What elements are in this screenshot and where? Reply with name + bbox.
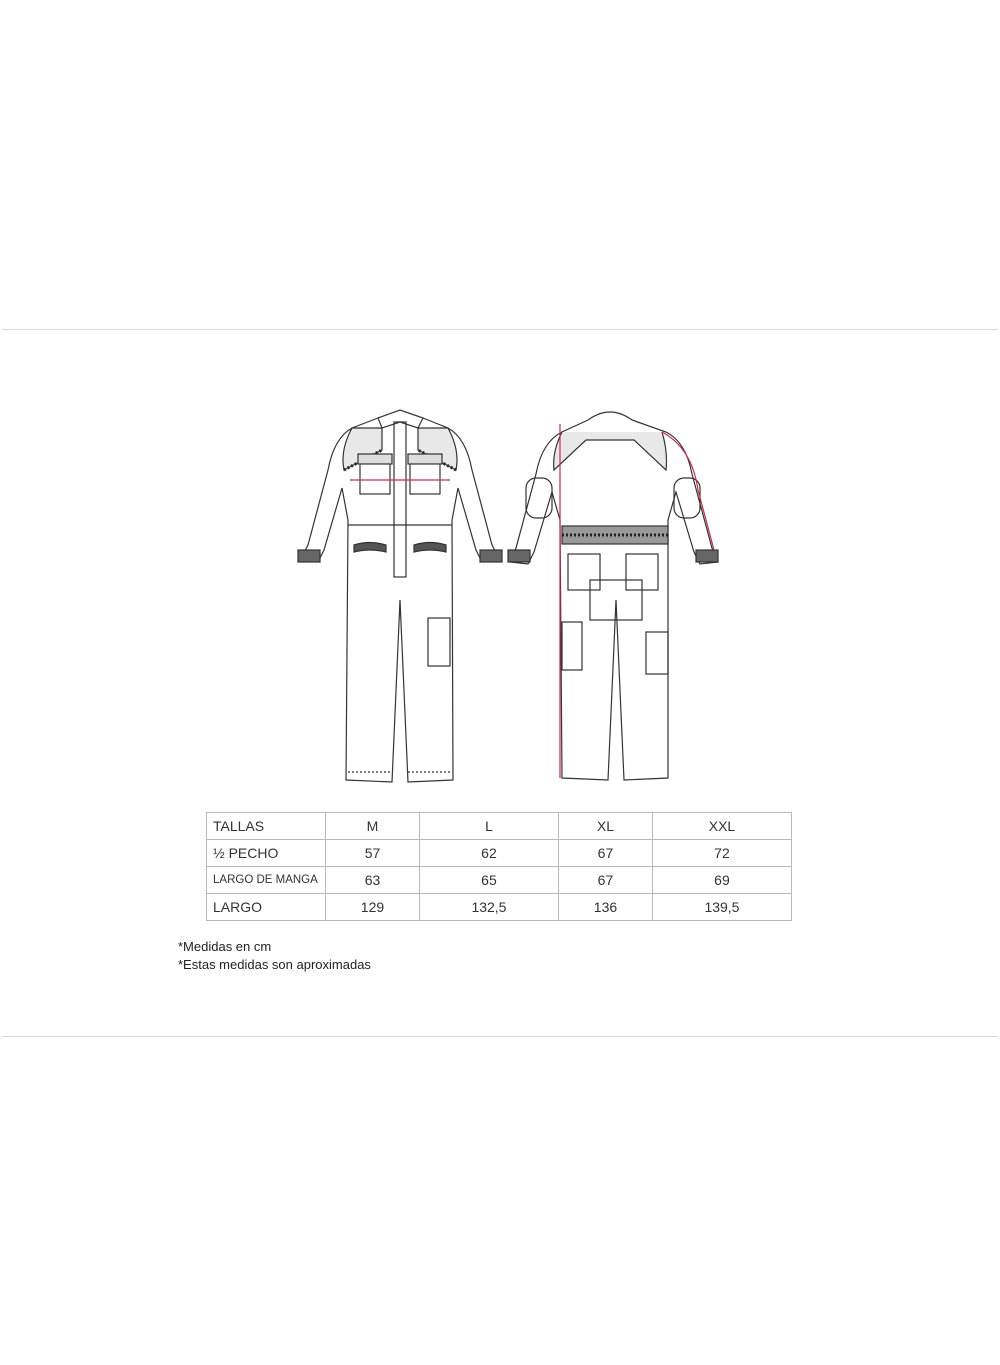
header-tallas: TALLAS (207, 813, 326, 840)
table-cell: 67 (558, 840, 652, 867)
table-cell: 72 (652, 840, 791, 867)
note-units: *Medidas en cm (178, 939, 272, 954)
row-label-sleeve-length: LARGO DE MANGA (207, 867, 326, 894)
footnotes (178, 938, 371, 974)
row-label-length: LARGO (207, 894, 326, 921)
table-cell: 136 (558, 894, 652, 921)
row-label-half-chest: ½ PECHO (207, 840, 326, 867)
table-cell: 63 (326, 867, 420, 894)
table-cell: 139,5 (652, 894, 791, 921)
table-cell: 62 (419, 840, 558, 867)
table-row (207, 894, 792, 921)
header-size-m: M (326, 813, 420, 840)
table-row (207, 867, 792, 894)
table-cell: 65 (419, 867, 558, 894)
coverall-front-view (298, 410, 502, 782)
table-cell: 67 (558, 867, 652, 894)
table-cell: 132,5 (419, 894, 558, 921)
coverall-technical-drawing (290, 400, 730, 785)
coverall-back-view (508, 412, 718, 780)
table-header-row (207, 813, 792, 840)
header-size-xl: XL (558, 813, 652, 840)
header-size-xxl: XXL (652, 813, 791, 840)
table-cell: 57 (326, 840, 420, 867)
header-size-l: L (419, 813, 558, 840)
table-cell: 129 (326, 894, 420, 921)
note-approximate: *Estas medidas son aproximadas (178, 957, 371, 972)
table-row (207, 840, 792, 867)
size-chart-table (206, 812, 792, 921)
table-cell: 69 (652, 867, 791, 894)
